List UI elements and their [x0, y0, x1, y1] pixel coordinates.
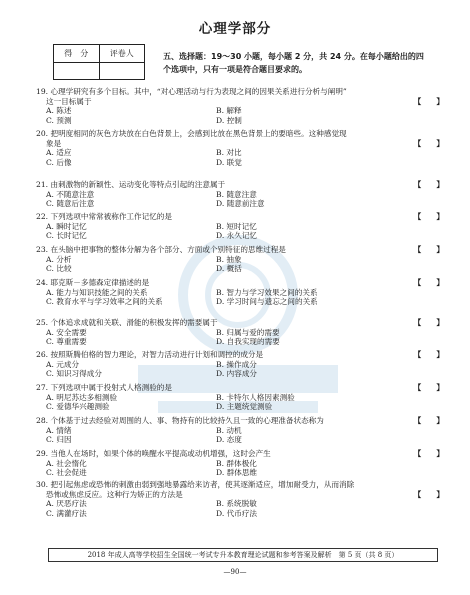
question-stem: 28. 个体基于过去经验对周围的人、事、物持有的比较持久且一致的心理准备状态称为 【 】 — [36, 416, 444, 425]
option-b[interactable]: B. 随意注意 — [216, 189, 257, 199]
option-row — [36, 264, 442, 274]
question-stem-continued: 恐怖或焦虑反应。这种行为矫正的方法是 【 】 — [46, 489, 444, 499]
question-22 — [36, 212, 442, 241]
instructions-line1: 五、选择题：19～30 小题，每小题 2 分，共 24 分。在每小题给出的四 — [163, 52, 424, 61]
question-stem: 30. 把引起焦虑或恐怖的刺激由弱到强地暴露给来访者，使其逐渐适应，增加耐受力，从而消除 — [36, 480, 355, 489]
option-d[interactable]: D. 内容成分 — [216, 369, 258, 379]
option-d[interactable]: D. 代币疗法 — [216, 508, 258, 518]
option-b[interactable]: B. 操作成分 — [216, 359, 257, 369]
question-stem: 24. 耶克斯－多德森定律描述的是 【 】 — [36, 278, 444, 287]
option-row — [36, 328, 442, 338]
answer-bracket[interactable]: 【 】 — [413, 245, 444, 254]
option-row — [36, 499, 442, 509]
answer-bracket[interactable]: 【 】 — [413, 350, 444, 359]
answer-bracket[interactable]: 【 】 — [413, 138, 444, 148]
option-d[interactable]: D. 永久记忆 — [216, 231, 258, 241]
option-a[interactable]: A. 情绪 — [46, 425, 72, 435]
option-row — [36, 337, 442, 347]
option-d[interactable]: D. 态度 — [216, 435, 242, 445]
answer-bracket[interactable]: 【 】 — [413, 180, 444, 189]
option-row — [36, 106, 442, 116]
question-27 — [36, 383, 442, 412]
section-instructions — [163, 50, 458, 76]
page-footer: 2018 年成人高等学校招生全国统一考试专升本教育理论试题和参考答案及解析 第 5 页（共 8 页） — [48, 548, 438, 562]
question-stem: 23. 在头脑中把事物的整体分解为各个部分、方面或个别特征的思维过程是 【 】 — [36, 245, 444, 254]
option-b[interactable]: B. 短时记忆 — [216, 221, 257, 231]
option-b[interactable]: B. 动机 — [216, 425, 242, 435]
option-row — [36, 459, 442, 469]
option-d[interactable]: D. 主题统觉测验 — [216, 402, 273, 412]
option-row — [36, 402, 442, 412]
answer-bracket[interactable]: 【 】 — [413, 489, 444, 499]
option-d[interactable]: D. 概括 — [216, 264, 242, 274]
option-row — [36, 190, 442, 200]
option-a[interactable]: A. 陈述 — [46, 106, 72, 116]
option-a[interactable]: A. 适应 — [46, 148, 72, 158]
option-a[interactable]: A. 分析 — [46, 254, 72, 264]
option-b[interactable]: B. 抽象 — [216, 254, 242, 264]
option-c[interactable]: C. 尊重需要 — [46, 337, 87, 347]
option-c[interactable]: C. 满灌疗法 — [46, 508, 87, 518]
option-c[interactable]: C. 社会促进 — [46, 468, 87, 478]
option-c[interactable]: C. 比较 — [46, 264, 72, 274]
option-row — [36, 158, 442, 168]
option-row — [36, 148, 442, 158]
instructions-line2: 个选项中，只有一项是符合题目要求的。 — [163, 65, 307, 74]
option-row — [36, 255, 442, 265]
option-row — [36, 393, 442, 403]
grader-cell — [99, 62, 145, 79]
question-21 — [36, 180, 442, 209]
option-a[interactable]: A. 瞬时记忆 — [46, 221, 87, 231]
option-d[interactable]: D. 自我实现的需要 — [216, 337, 280, 347]
question-23 — [36, 245, 442, 274]
question-stem: 25. 个体追求成就和关联、滑能的积极发挥的需要属于 【 】 — [36, 318, 444, 327]
option-row — [36, 468, 442, 478]
page-number: —90— — [223, 568, 247, 576]
question-stem: 26. 按照斯腾伯格的智力理论，对智力活动进行计划和调控的成分是 【 】 — [36, 350, 444, 359]
answer-bracket[interactable]: 【 】 — [413, 278, 444, 287]
option-d[interactable]: D. 学习时间与遗忘之间的关系 — [216, 297, 318, 307]
option-d[interactable]: D. 控制 — [216, 115, 242, 125]
option-c[interactable]: C. 教育水平与学习效率之间的关系 — [46, 297, 163, 307]
question-30 — [36, 480, 442, 518]
option-d[interactable]: D. 随意前注意 — [216, 199, 265, 209]
option-row — [36, 222, 442, 232]
question-stem: 21. 由刺激物的新颖性、运动变化等特点引起的注意属于 【 】 — [36, 180, 444, 189]
question-24 — [36, 278, 442, 307]
question-stem-continued: 这一目标属于 【 】 — [46, 96, 444, 106]
option-b[interactable]: B. 系统脱敏 — [216, 499, 257, 509]
option-b[interactable]: B. 对比 — [216, 148, 242, 158]
question-28 — [36, 416, 442, 445]
option-b[interactable]: B. 智力与学习效果之间的关系 — [216, 287, 318, 297]
option-a[interactable]: A. 元成分 — [46, 359, 80, 369]
answer-bracket[interactable]: 【 】 — [413, 318, 444, 327]
option-row — [36, 360, 442, 370]
question-stem: 22. 下列选项中常常被称作工作记忆的是 【 】 — [36, 212, 444, 221]
option-b[interactable]: B. 卡特尔人格因素测验 — [216, 392, 295, 402]
option-b[interactable]: B. 解释 — [216, 106, 242, 116]
option-row — [36, 199, 442, 209]
score-cell — [54, 62, 99, 79]
option-row — [36, 231, 442, 241]
question-stem: 29. 当他人在场时，如果个体的唤醒水平提高或动机增强，这时会产生 【 】 — [36, 449, 444, 458]
question-20 — [36, 129, 442, 167]
answer-bracket[interactable]: 【 】 — [413, 416, 444, 425]
option-a[interactable]: A. 不随意注意 — [46, 189, 95, 199]
question-stem: 27. 下列选项中属于投射式人格测验的是 【 】 — [36, 383, 444, 392]
option-row — [36, 509, 442, 519]
option-a[interactable]: A. 安全需要 — [46, 327, 87, 337]
question-stem: 19. 心理学研究有多个目标。其中，“对心理活动与行为表现之间的因果关系进行分析与阐明” — [36, 87, 347, 96]
answer-bracket[interactable]: 【 】 — [413, 96, 444, 106]
option-c[interactable]: C. 爱德华兴趣测验 — [46, 402, 110, 412]
score-label: 得 分 — [64, 49, 89, 58]
option-b[interactable]: B. 群体极化 — [216, 458, 257, 468]
question-19 — [36, 87, 442, 125]
option-a[interactable]: A. 能力与知识技能之间的关系 — [46, 287, 148, 297]
answer-bracket[interactable]: 【 】 — [413, 212, 444, 221]
option-c[interactable]: C. 预测 — [46, 115, 72, 125]
option-row — [36, 288, 442, 298]
answer-bracket[interactable]: 【 】 — [413, 449, 444, 458]
option-row — [36, 435, 442, 445]
option-row — [36, 426, 442, 436]
option-row — [36, 369, 442, 379]
score-table — [53, 44, 145, 80]
option-a[interactable]: A. 厌恶疗法 — [46, 499, 87, 509]
option-row — [36, 297, 442, 307]
answer-bracket[interactable]: 【 】 — [413, 383, 444, 392]
option-d[interactable]: D. 群体思维 — [216, 468, 258, 478]
option-c[interactable]: C. 知识习得成分 — [46, 369, 102, 379]
option-a[interactable]: A. 社会惰化 — [46, 458, 87, 468]
option-row — [36, 116, 442, 126]
option-b[interactable]: B. 归属与爱的需要 — [216, 327, 280, 337]
page-title: 心理学部分 — [198, 21, 272, 37]
option-c[interactable]: C. 随意后注意 — [46, 199, 95, 209]
question-26 — [36, 350, 442, 379]
option-c[interactable]: C. 长时记忆 — [46, 231, 87, 241]
option-d[interactable]: D. 联觉 — [216, 157, 242, 167]
option-a[interactable]: A. 明尼苏达多相测验 — [46, 392, 118, 402]
question-29 — [36, 449, 442, 478]
question-stem-continued: 象是 【 】 — [46, 138, 444, 148]
question-stem: 20. 把明度相同的灰色方块放在白色背景上，会感到比放在黑色背景上的要暗些。这种感觉现 — [36, 129, 347, 138]
question-25 — [36, 318, 442, 347]
option-c[interactable]: C. 后像 — [46, 157, 72, 167]
option-c[interactable]: C. 归因 — [46, 435, 72, 445]
grader-label: 评卷人 — [99, 45, 145, 62]
